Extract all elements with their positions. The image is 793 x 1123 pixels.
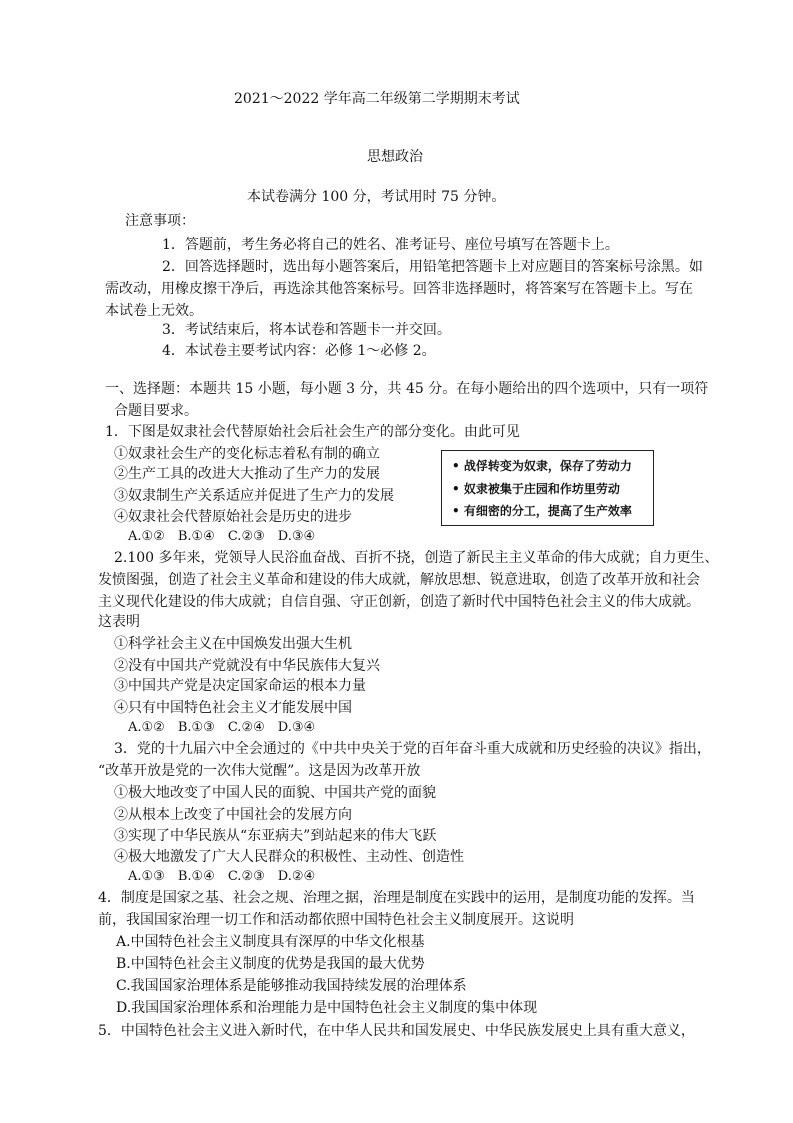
subject-title: 思想政治: [367, 149, 423, 165]
question-3-item: ④极大地激发了广大人民群众的积极性、主动性、创造性: [114, 849, 464, 865]
question-3-stem: “改革开放是党的一次伟大觉醒”。这是因为改革开放: [98, 763, 421, 779]
notice-item: 2．回答选择题时，选出每小题答案后，用铅笔把答题卡上对应题目的答案标号涂黑。如: [162, 259, 703, 275]
question-4-option: C.我国国家治理体系是能够推动我国持续发展的治理体系: [116, 978, 467, 994]
question-2-item: ②没有中国共产党就没有中华民族伟大复兴: [114, 658, 380, 674]
question-1-stem: 1．下图是奴隶社会代替原始社会后社会生产的部分变化。由此可见: [105, 424, 520, 440]
notice-item: 本试卷上无效。: [105, 303, 203, 319]
question-4-option: D.我国国家治理体系和治理能力是中国特色社会主义制度的集中体现: [116, 1000, 538, 1016]
question-2-stem: 这表明: [98, 614, 140, 630]
question-1-item: ④奴隶社会代替原始社会是历史的进步: [114, 509, 352, 525]
exam-info: 本试卷满分 100 分，考试用时 75 分钟。: [247, 189, 506, 205]
question-2-item: ①科学社会主义在中国焕发出强大生机: [114, 636, 352, 652]
figure-box-line: • 奴隶被集于庄园和作坊里劳动: [452, 482, 620, 496]
section-heading-cont: 合题目要求。: [114, 403, 198, 419]
question-3-item: ③实现了中华民族从“东亚病夫”到站起来的伟大飞跃: [114, 828, 437, 844]
question-4-stem: 4．制度是国家之基、社会之规、治理之据，治理是制度在实践中的运用，是制度功能的发挥。当: [98, 890, 695, 906]
question-1-options: A.①② B.①④ C.②③ D.③④: [128, 529, 316, 544]
notice-item: 需改动，用橡皮擦干净后，再选涂其他答案标号。回答非选择题时，将答案写在答题卡上。写在: [105, 281, 693, 297]
question-2-stem: 2.100 多年来，党领导人民浴血奋战、百折不挠，创造了新民主主义革命的伟大成就；自力更生、: [114, 550, 719, 566]
question-2-item: ③中国共产党是决定国家命运的根本力量: [114, 678, 366, 694]
question-3-item: ②从根本上改变了中国社会的发展方向: [114, 807, 352, 823]
notice-item: 4．本试卷主要考试内容：必修 1～必修 2。: [162, 343, 436, 359]
question-3-item: ①极大地改变了中国人民的面貌、中国共产党的面貌: [114, 785, 436, 801]
question-3-options: A.①③ B.①④ C.②③ D.②④: [128, 869, 316, 884]
question-1-item: ①奴隶社会生产的变化标志着私有制的确立: [114, 446, 380, 462]
figure-box-line: • 战俘转变为奴隶，保存了劳动力: [452, 459, 632, 473]
exam-title: 2021～2022 学年高二年级第二学期期末考试: [234, 91, 520, 107]
question-5-stem: 5．中国特色社会主义进入新时代，在中华人民共和国发展史、中华民族发展史上具有重大意义，: [98, 1023, 695, 1039]
notice-item: 3．考试结束后，将本试卷和答题卡一并交回。: [162, 322, 451, 338]
figure-box-line: • 有细密的分工，提高了生产效率: [452, 504, 632, 518]
notice-heading: 注意事项：: [125, 213, 195, 229]
question-1-item: ②生产工具的改进大大推动了生产力的发展: [114, 466, 380, 482]
notice-item: 1．答题前，考生务必将自己的姓名、准考证号、座位号填写在答题卡上。: [162, 237, 619, 253]
question-2-options: A.①② B.①③ C.②④ D.③④: [128, 720, 316, 735]
question-2-stem: 主义现代化建设的伟大成就；自信自强、守正创新，创造了新时代中国特色社会主义的伟大成就。: [98, 594, 700, 610]
question-4-option: B.中国特色社会主义制度的优势是我国的最大优势: [116, 956, 425, 972]
question-1-figure-box: [441, 450, 654, 526]
question-2-item: ④只有中国特色社会主义才能发展中国: [114, 700, 352, 716]
question-4-option: A.中国特色社会主义制度具有深厚的中华文化根基: [116, 934, 425, 950]
question-1-item: ③奴隶制生产关系适应并促进了生产力的发展: [114, 488, 394, 504]
question-2-stem: 发愤图强，创造了社会主义革命和建设的伟大成就，解放思想、锐意进取，创造了改革开放和社会: [98, 572, 700, 588]
question-4-stem: 前，我国国家治理一切工作和活动都依照中国特色社会主义制度展开。这说明: [98, 912, 574, 928]
question-3-stem: 3．党的十九届六中全会通过的《中共中央关于党的百年奋斗重大成就和历史经验的决议》指出，: [114, 741, 711, 757]
section-heading: 一、选择题：本题共 15 小题，每小题 3 分，共 45 分。在每小题给出的四个选项中，只有一项符: [105, 381, 709, 397]
